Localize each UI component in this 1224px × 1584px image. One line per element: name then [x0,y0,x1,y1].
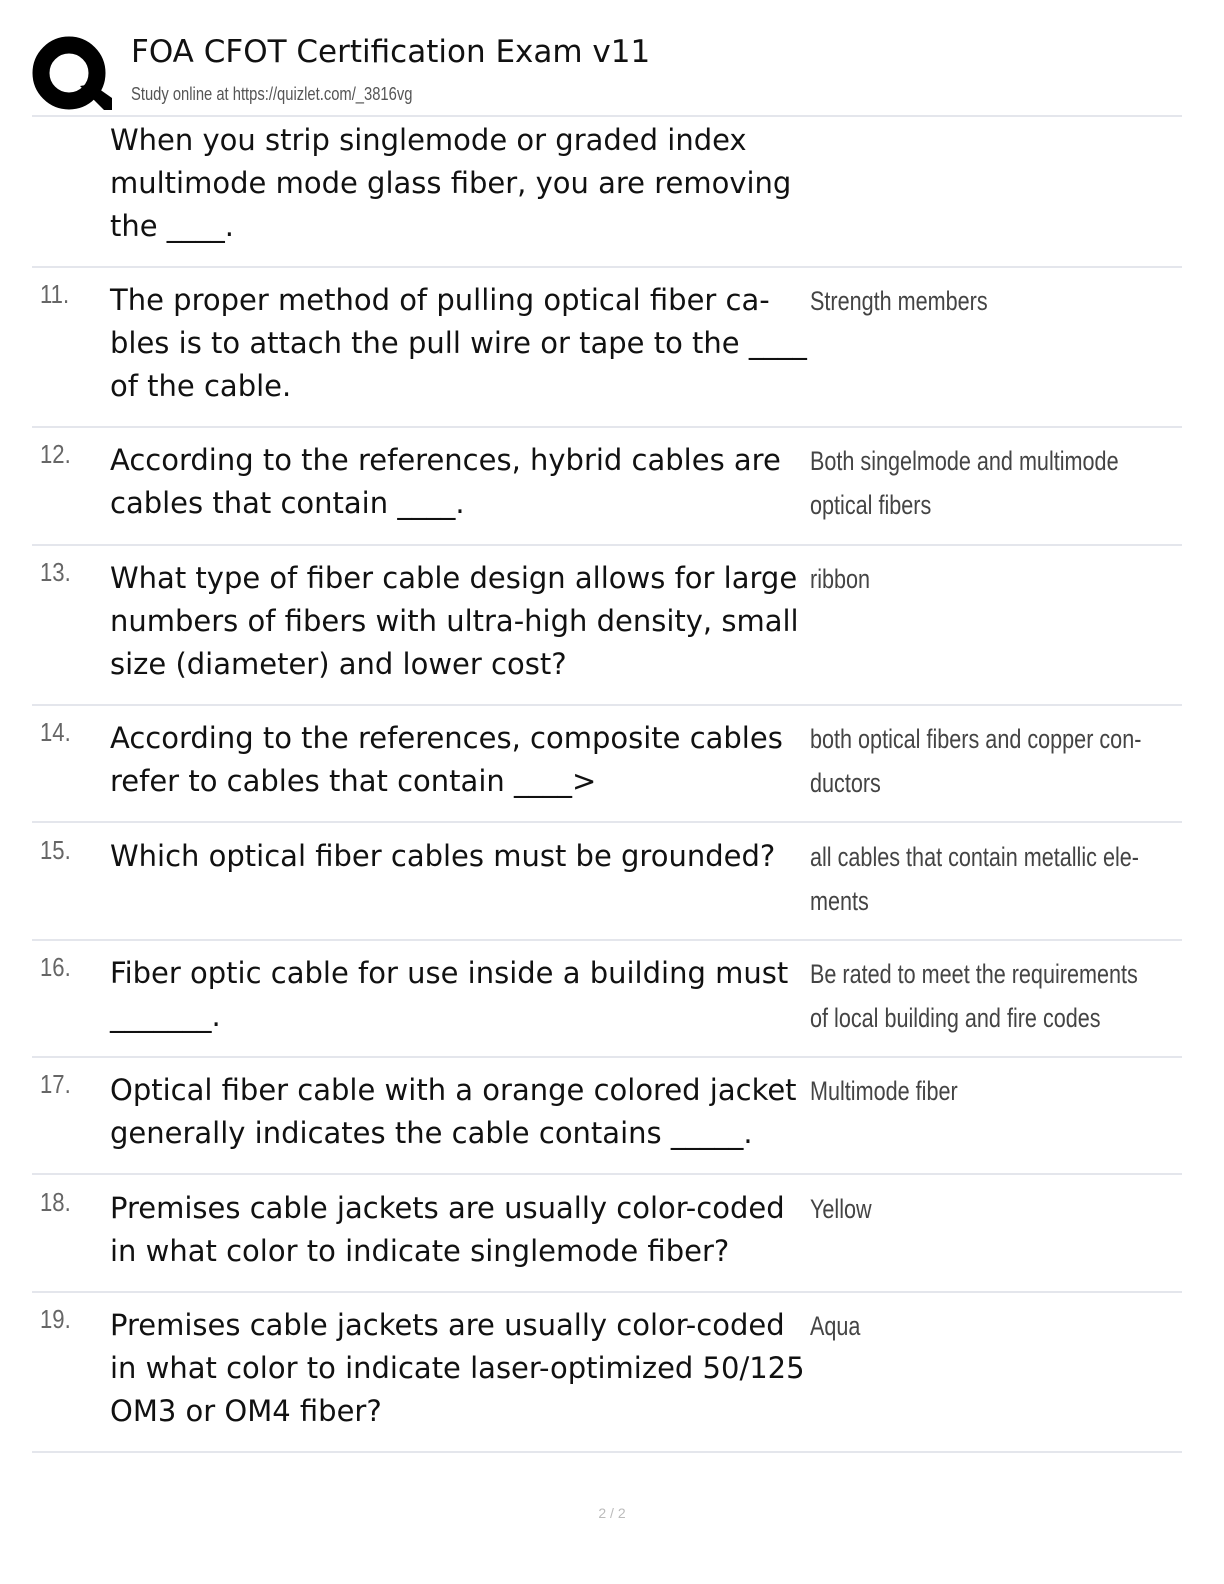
item-number: 15. [40,835,71,865]
answer-text: Strength members [810,286,988,316]
item-number: 17. [40,1069,71,1099]
answer-text: all cables that contain metallic ele- ments [810,842,1139,916]
answer-text: Multimode fiber [810,1076,958,1106]
divider [32,1291,1182,1293]
divider [32,266,1182,268]
question-text: According to the references, hybrid cables are cables that contain ____. [110,443,781,520]
divider [32,1451,1182,1453]
divider [32,544,1182,546]
item-number: 14. [40,717,71,747]
answer-text: Aqua [810,1311,861,1341]
item-number: 13. [40,557,71,587]
item-number: 12. [40,439,71,469]
item-number: 19. [40,1304,71,1334]
question-text: Premises cable jackets are usually color-coded in what color to indicate laser-optimized 50/125 OM3 or OM4 fiber? [110,1308,805,1428]
answer-text: Be rated to meet the requirements of local building and fire codes [810,959,1138,1033]
question-text: When you strip singlemode or graded index multimode mode glass fiber, you are removing the ____. [110,123,792,243]
question-text: Which optical fiber cables must be grounded? [110,839,776,873]
question-text: The proper method of pulling optical fiber ca- bles is to attach the pull wire or tape to the ____ of the cable. [110,283,807,403]
question-text: Fiber optic cable for use inside a building must _______. [110,956,789,1033]
quizlet-logo-icon [32,36,112,112]
answer-text: Both singelmode and multimode optical fibers [810,446,1119,520]
question-text: Premises cable jackets are usually color-coded in what color to indicate singlemode fiber? [110,1191,785,1268]
question-text: According to the references, composite cables refer to cables that contain ____> [110,721,783,798]
item-number: 18. [40,1187,71,1217]
page-number: 2 / 2 [598,1505,626,1521]
answer-text: both optical fibers and copper con- ductors [810,724,1142,798]
divider [32,704,1182,706]
divider [32,939,1182,941]
study-online-link[interactable]: Study online at https://quizlet.com/_3816vg [131,84,413,104]
question-text: What type of fiber cable design allows for large numbers of fibers with ultra-high density, small size (diameter) and lower cost? [110,561,799,681]
divider [32,821,1182,823]
question-text: Optical fiber cable with a orange colored jacket generally indicates the cable contains _____. [110,1073,797,1150]
divider [32,115,1182,117]
divider [32,1056,1182,1058]
divider [32,1173,1182,1175]
document-title: FOA CFOT Certification Exam v11 [131,34,651,70]
divider [32,426,1182,428]
answer-text: ribbon [810,564,871,594]
answer-text: Yellow [810,1194,872,1224]
item-number: 16. [40,952,71,982]
item-number: 11. [40,279,70,309]
